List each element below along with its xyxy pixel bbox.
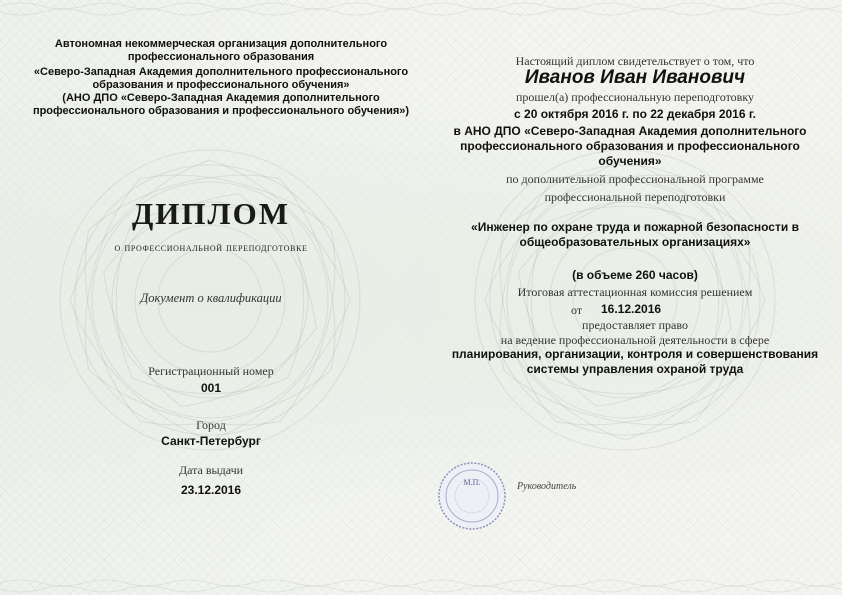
certification-intro: Настоящий диплом свидетельствует о том, что [515, 54, 755, 68]
activity-field: планирования, организации, контроля и совершенствования системы управления охраной труда [451, 347, 819, 376]
issuer-org-name: Автономная некоммерческая организация дополнительного профессионального образования [54, 38, 388, 63]
program-caption-line2: профессиональной переподготовки [544, 190, 726, 204]
diploma-subtitle: о профессиональной переподготовке [114, 240, 308, 254]
program-name: «Инженер по охране труда и пожарной безопасности в общеобразовательных организациях» [471, 220, 799, 249]
activity-statement: на ведение профессиональной деятельности в сфере [500, 333, 770, 347]
completion-statement: прошел(а) профессиональную переподготовку [515, 90, 755, 104]
issuer-org-abbr: (АНО ДПО «Северо-Западная Академия дополнительного профессионального образования и профессионального обучения») [32, 92, 410, 117]
program-caption-line1: по дополнительной профессиональной программе [506, 172, 764, 186]
city-value: Санкт-Петербург [161, 434, 261, 448]
registration-number-value: 001 [200, 381, 222, 395]
issue-date-value: 23.12.2016 [180, 483, 242, 497]
issuer-org-quoted: «Северо-Западная Академия дополнительного профессионального образования и профессионального обучения» [33, 66, 409, 91]
grants-statement: предоставляет право [582, 318, 688, 332]
training-organization: в АНО ДПО «Северо-Западная Академия дополнительного профессионального образования и профессионального обучения» [453, 124, 807, 168]
training-period: с 20 октября 2016 г. по 22 декабря 2016 г. [514, 107, 756, 121]
commission-statement: Итоговая аттестационная комиссия решением [517, 285, 753, 299]
document-type: Документ о квалификации [140, 291, 282, 305]
program-volume: (в объеме 260 часов) [572, 268, 698, 282]
diploma-title: ДИПЛОМ [131, 196, 291, 231]
stamp-label: М.П. [463, 478, 481, 487]
decision-date-prefix: от [571, 303, 583, 317]
city-label: Город [196, 418, 226, 432]
issue-date-label: Дата выдачи [178, 463, 244, 477]
signer-title: Руководитель [517, 481, 577, 492]
holder-name: Иванов Иван Иванович [524, 67, 746, 88]
decision-date: 16.12.2016 [601, 302, 662, 316]
registration-number-label: Регистрационный номер [148, 364, 274, 378]
stamp-icon [436, 460, 508, 532]
